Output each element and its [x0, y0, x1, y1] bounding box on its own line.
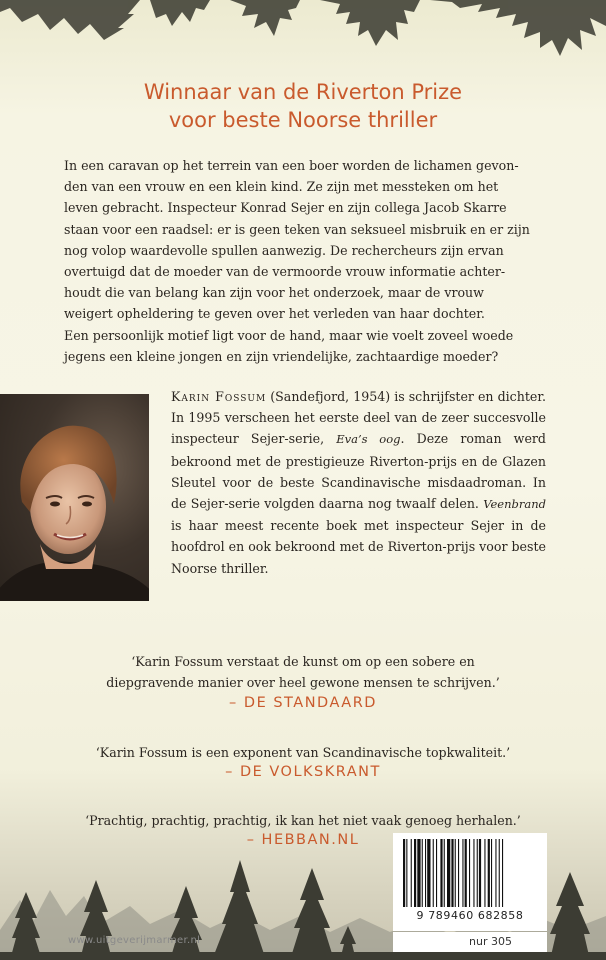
blurb-line: houdt die van belang kan zijn voor het onderzoek, maar de vrouw	[64, 285, 484, 301]
author-bio	[171, 386, 546, 579]
barcode-bar	[479, 839, 481, 907]
review-quote	[0, 651, 606, 693]
award-headline-line1: Winnaar van de Riverton Prize	[143, 80, 463, 104]
barcode-bar	[422, 839, 423, 907]
publisher-website: www.uitgeverijmarmer.nl	[68, 935, 201, 946]
book-title-evas-oog: Eva’s oog	[336, 432, 401, 447]
barcode-bar	[465, 839, 467, 907]
review-source: – DE VOLKSKRANT	[225, 764, 381, 780]
barcode-bar	[484, 839, 485, 907]
blurb-line: jegens een kleine jongen en zijn vriendelijke, zachtaardige moeder?	[64, 348, 499, 364]
review-source: – DE STANDAARD	[229, 695, 377, 711]
barcode-bar	[406, 839, 407, 907]
nur-panel	[393, 932, 547, 952]
isbn-barcode	[399, 839, 541, 907]
blurb-line: staan voor een raadsel: er is geen teken van seksueel misbruik en er zijn	[64, 221, 530, 237]
review-quote-line: ‘Prachtig, prachtig, prachtig, ik kan het niet vaak genoeg herhalen.’	[85, 813, 521, 828]
review-quote-line: ‘Karin Fossum verstaat de kunst om op een sobere en	[131, 654, 475, 669]
blurb-line: In een caravan op het terrein van een boer worden de lichamen gevon-	[64, 158, 519, 173]
barcode-panel	[393, 833, 547, 931]
book-title-veenbrand: Veenbrand	[483, 497, 546, 512]
barcode-bar	[469, 839, 470, 907]
barcode-bar	[491, 839, 492, 907]
bio-text: is haar meest recente boek met inspecteur Sejer in de hoofdrol en ook bekroond met de Riverton-prijs voor beste Noorse thriller.	[171, 518, 546, 576]
book-blurb	[64, 155, 546, 367]
blurb-line: overtuigd dat de moeder van de vermoorde vrouw informatie achter-	[64, 264, 506, 280]
isbn-number: 9 789460 682858	[416, 909, 524, 922]
barcode-bar	[440, 839, 442, 907]
barcode-bar	[451, 839, 453, 907]
author-photo	[0, 394, 149, 601]
award-headline-line2: voor beste Noorse thriller	[168, 108, 438, 132]
blurb-line: nog volop waardevolle spullen aanwezig. De rechercheurs zijn ervan	[64, 242, 504, 258]
bio-text: . Deze roman werd bekroond met de prestigieuze Riverton-prijs en de Glazen Sleutel voor de beste Scandinavische misdaadroman. In de Sejer-serie volgden daarna nog twaalf delen.	[171, 431, 546, 512]
barcode-bar	[488, 839, 490, 907]
barcode-bar	[477, 839, 478, 907]
blurb-line: leven gebracht. Inspecteur Konrad Sejer en zijn collega Jacob Skarre	[64, 200, 507, 216]
barcode-bar	[502, 839, 503, 907]
barcode-bar	[414, 839, 416, 907]
review-quote-line: ‘Karin Fossum is een exponent van Scandinavische topkwaliteit.’	[95, 745, 511, 760]
review-quote	[0, 742, 606, 763]
barcode-bar	[425, 839, 426, 907]
bio-text: (Sandefjord, 1954) is schrijfster en dichter. In 1995 verscheen het eerste deel van de zeer succesvolle inspecteur Sejer-serie,	[171, 389, 546, 447]
author-name: Karin Fossum	[171, 389, 267, 404]
barcode-bar	[455, 839, 456, 907]
blurb-line: weigert opheldering te geven over het verleden van haar dochter.	[64, 306, 485, 322]
trees-top-decoration	[0, 0, 606, 70]
barcode-bar	[417, 839, 420, 907]
review-quote-line: diepgravende manier over heel gewone mensen te schrijven.’	[106, 675, 500, 690]
barcode-bar	[499, 839, 500, 907]
review-source: – HEBBAN.NL	[246, 832, 360, 848]
barcode-bar	[447, 839, 450, 907]
barcode-bar	[458, 839, 459, 907]
barcode-bar	[433, 839, 434, 907]
barcode-bar	[403, 839, 405, 907]
barcode-bar	[495, 839, 496, 907]
barcode-bar	[462, 839, 463, 907]
author-portrait-illustration	[0, 394, 149, 601]
barcode-bar	[473, 839, 474, 907]
barcode-bar	[436, 839, 437, 907]
blurb-line: den van een vrouw en een klein kind. Ze zijn met messteken om het	[64, 179, 499, 195]
barcode-bar	[411, 839, 412, 907]
blurb-line: Een persoonlijk motief ligt voor de hand, maar wie voelt zoveel woede	[64, 327, 514, 343]
nur-code: nur 305	[469, 935, 512, 948]
barcode-bar	[427, 839, 430, 907]
barcode-bar	[444, 839, 445, 907]
